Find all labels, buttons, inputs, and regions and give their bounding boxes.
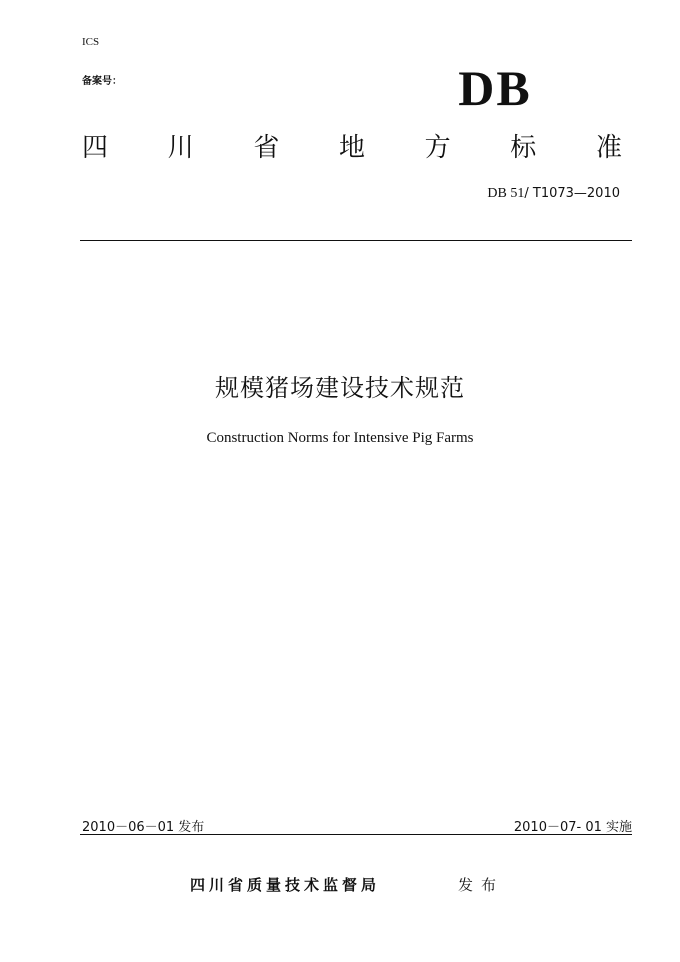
standard-number-rest: / T1073—2010 — [524, 186, 620, 201]
standard-number-prefix: DB 51 — [487, 186, 525, 201]
category-char: 地 — [338, 133, 365, 163]
record-number-label: 备案号： — [82, 76, 122, 87]
category-char: 方 — [424, 133, 451, 163]
db-logo: DB — [458, 60, 532, 116]
category-char: 标 — [510, 133, 537, 163]
document-title-english: Construction Norms for Intensive Pig Farms — [206, 430, 474, 446]
publisher-name: 四川省质量技术监督局 — [190, 876, 381, 894]
category-char: 四 — [82, 133, 109, 163]
category-char: 准 — [595, 133, 622, 163]
category-char: 川 — [167, 133, 194, 163]
category-char: 省 — [253, 133, 280, 163]
publish-label: 发布 — [458, 876, 505, 894]
bottom-divider — [80, 834, 632, 835]
standard-category-title — [82, 130, 622, 166]
document-title-chinese: 规模猪场建设技术规范 — [215, 374, 465, 402]
issue-date: 2010－06－01 发布 — [82, 820, 205, 835]
ics-label: ICS — [82, 36, 100, 48]
implementation-date: 2010－07- 01 实施 — [513, 820, 632, 835]
top-divider — [80, 240, 632, 241]
standard-number — [487, 186, 620, 202]
